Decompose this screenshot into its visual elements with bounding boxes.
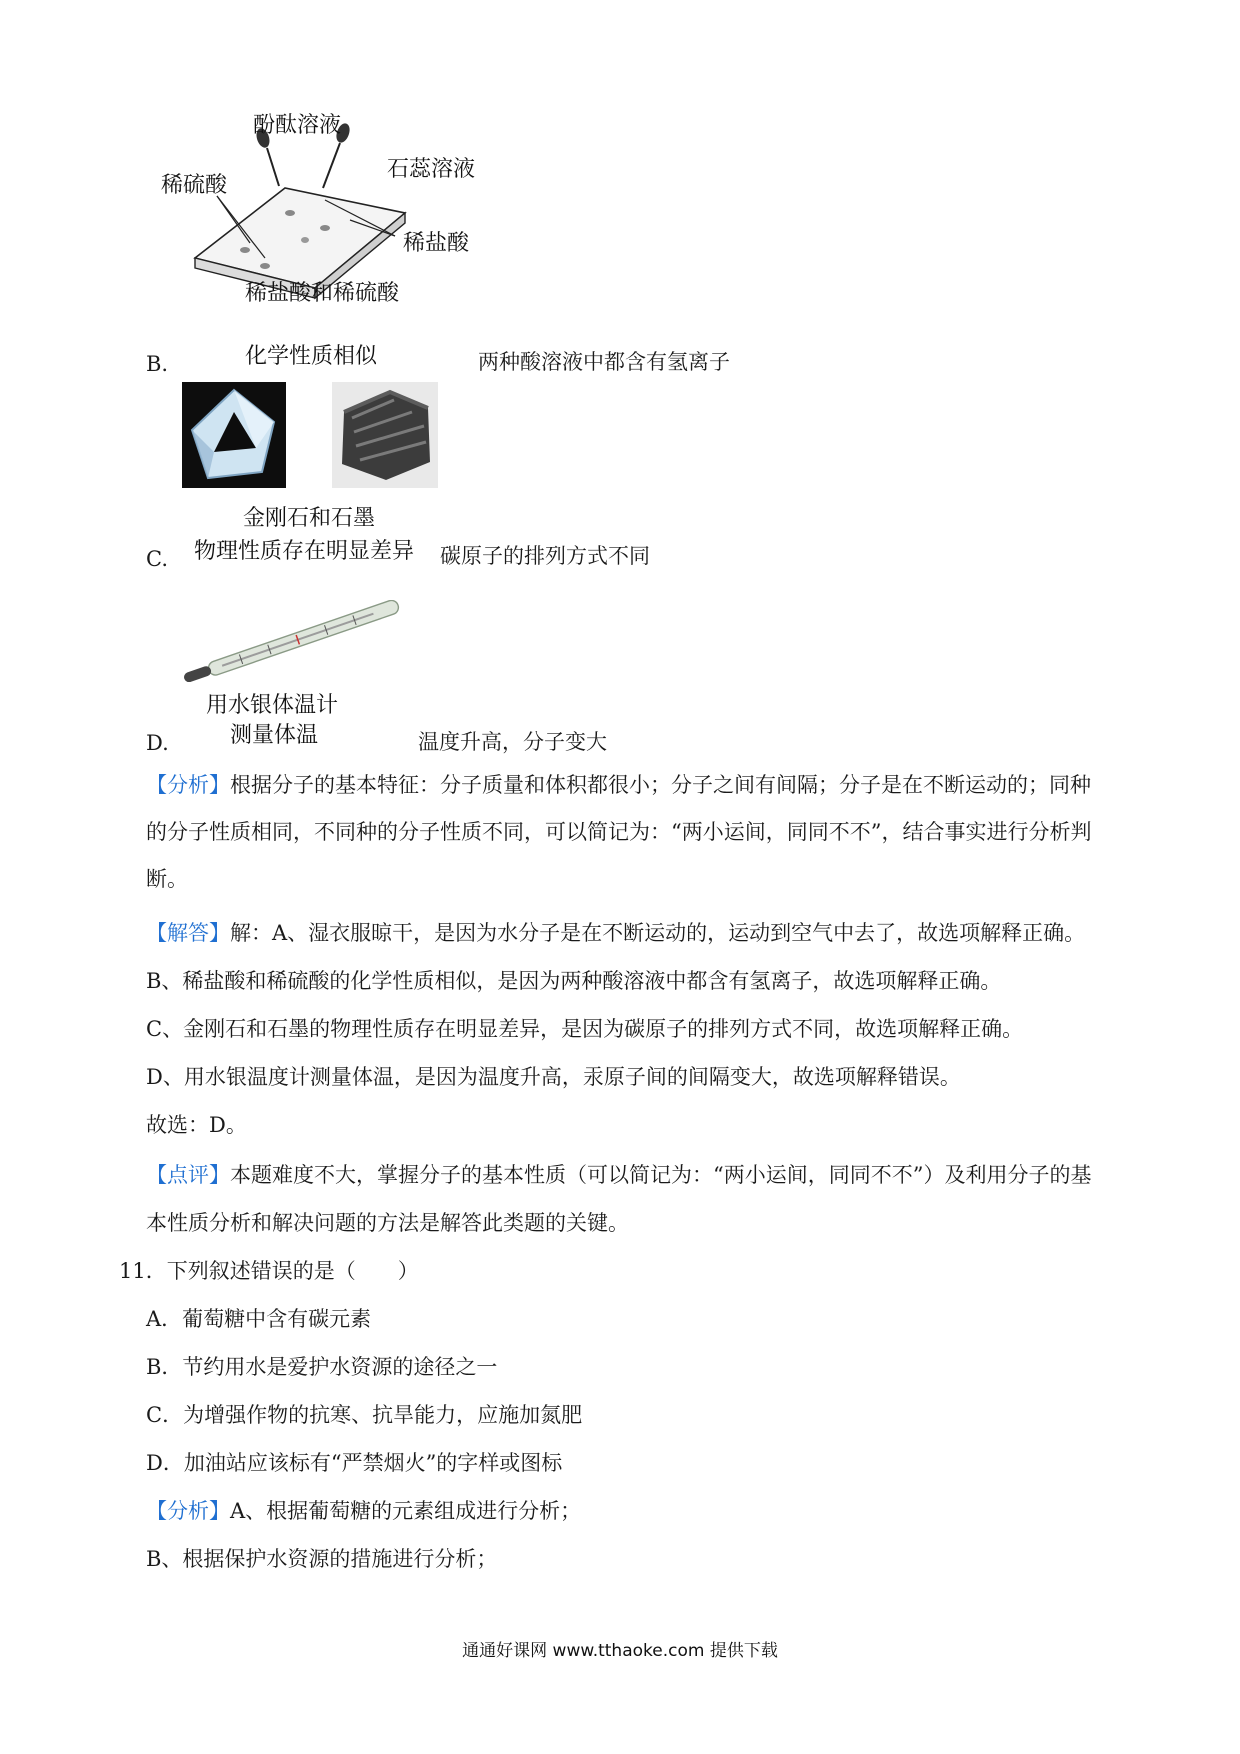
option-d-letter: D. [146,731,169,755]
graphite-photo [332,382,438,488]
comment-text: 本题难度不大，掌握分子的基本性质（可以简记为：“两小运间，同同不不”）及利用分子的基 [230,1163,1092,1187]
option-c-explanation: 碳原子的排列方式不同 [440,544,650,568]
comment-tag: 【点评】 [146,1163,230,1187]
q10-answer-line1 [146,918,1085,948]
q10-comment-line2: 本性质分析和解决问题的方法是解答此类题的关键。 [146,1211,629,1235]
thermometer-illustration [178,600,410,682]
option-c-letter: C. [146,547,168,571]
q11-analysis-text: A、根据葡萄糖的元素组成进行分析； [230,1499,582,1523]
option-d-caption-1: 用水银体温计 [206,693,339,718]
option-b-figure [161,113,476,378]
option-d-caption-2: 测量体温 [230,723,319,748]
thermometer-figure [178,600,410,682]
label-sulfuric-acid: 稀硫酸 [161,173,228,198]
q10-choice: 故选：D。 [146,1113,247,1137]
analysis-text: 根据分子的基本特征：分子质量和体积都很小；分子之间有间隔；分子是在不断运动的；同种 [230,773,1091,797]
option-c-caption-2: 物理性质存在明显差异 [194,539,415,564]
label-phenolphthalein: 酚酞溶液 [253,113,342,138]
q10-comment-line1 [146,1160,1091,1190]
option-b-caption-1: 稀盐酸和稀硫酸 [245,281,400,306]
answer-text: 解：A、湿衣服晾干，是因为水分子是在不断运动的，运动到空气中去了，故选项解释正确。 [230,921,1086,945]
answer-tag: 【解答】 [146,921,230,945]
q10-analysis-line3: 断。 [146,867,188,891]
q11-stem: 11．下列叙述错误的是（ ） [119,1259,419,1283]
label-hydrochloric-acid: 稀盐酸 [403,231,470,256]
q10-answer-line3: C、金刚石和石墨的物理性质存在明显差异，是因为碳原子的排列方式不同，故选项解释正确。 [146,1017,1024,1041]
option-d-explanation: 温度升高，分子变大 [418,730,607,754]
q11-option-c: C．为增强作物的抗寒、抗旱能力，应施加氮肥 [146,1403,583,1427]
q10-answer-line4: D、用水银温度计测量体温，是因为温度升高，汞原子间的间隔变大，故选项解释错误。 [146,1065,961,1089]
label-litmus: 石蕊溶液 [387,157,476,182]
q11-analysis-line1 [146,1496,581,1526]
q11-option-b: B．节约用水是爱护水资源的途径之一 [146,1355,498,1379]
q10-analysis-line2: 的分子性质相同，不同种的分子性质不同，可以简记为：“两小运间，同同不不”，结合事实进行分析判 [146,820,1092,844]
option-c-caption-1: 金刚石和石墨 [243,506,376,531]
diamond-photo [182,382,286,488]
q11-option-a: A．葡萄糖中含有碳元素 [146,1307,372,1331]
option-b-letter: B. [146,352,169,376]
q11-analysis-line2: B、根据保护水资源的措施进行分析； [146,1547,498,1571]
option-b-explanation: 两种酸溶液中都含有氢离子 [478,350,730,374]
page-footer: 通通好课网 www.tthaoke.com 提供下载 [462,1641,778,1661]
q10-answer-line2: B、稀盐酸和稀硫酸的化学性质相似，是因为两种酸溶液中都含有氢离子，故选项解释正确。 [146,969,1002,993]
option-b-caption-2: 化学性质相似 [245,344,378,369]
analysis-tag: 【分析】 [146,773,230,797]
q11-option-d: D．加油站应该标有“严禁烟火”的字样或图标 [146,1451,563,1475]
q11-analysis-tag: 【分析】 [146,1499,230,1523]
q10-analysis-line1 [146,770,1091,800]
